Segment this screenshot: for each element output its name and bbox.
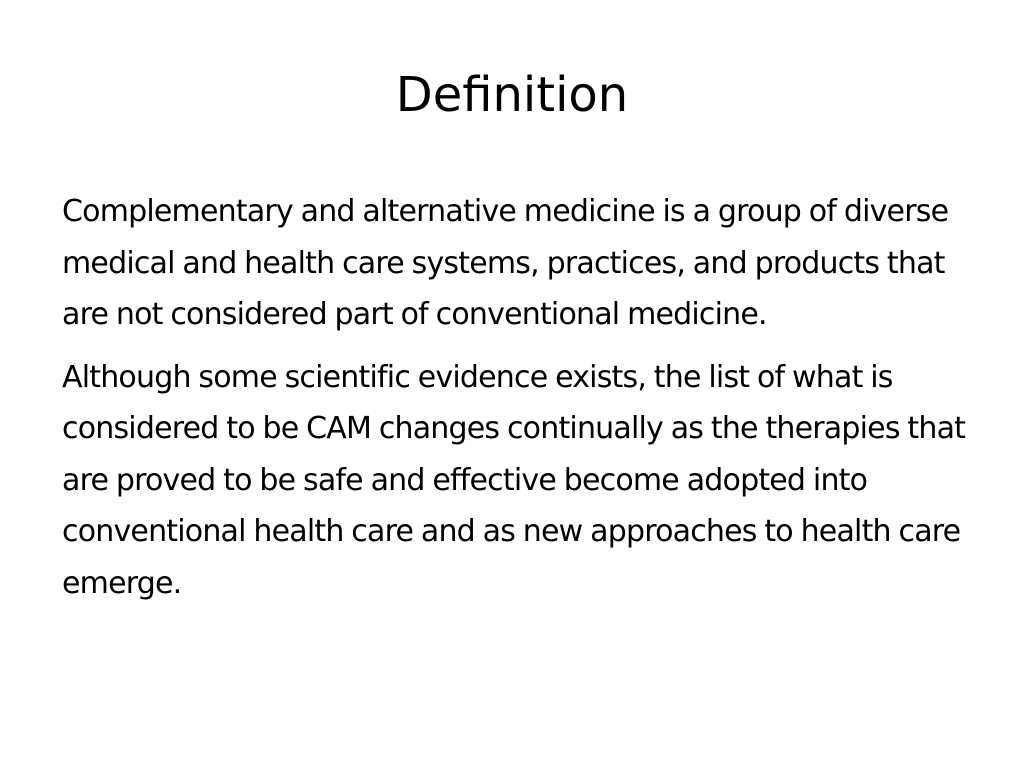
slide-body: [62, 186, 972, 620]
body-paragraph-1: Complementary and alternative medicine is a group of diverse medical and health care systems, practices, and products that are not considered part of conventional medicine.: [62, 194, 949, 332]
slide-title: Definition: [395, 67, 629, 123]
body-paragraph-2: Although some scientific evidence exists, the list of what is considered to be CAM changes continually as the therapies that are proved to be safe and effective become adopted into conventional health care and as new approaches to health care emerge.: [62, 359, 966, 601]
